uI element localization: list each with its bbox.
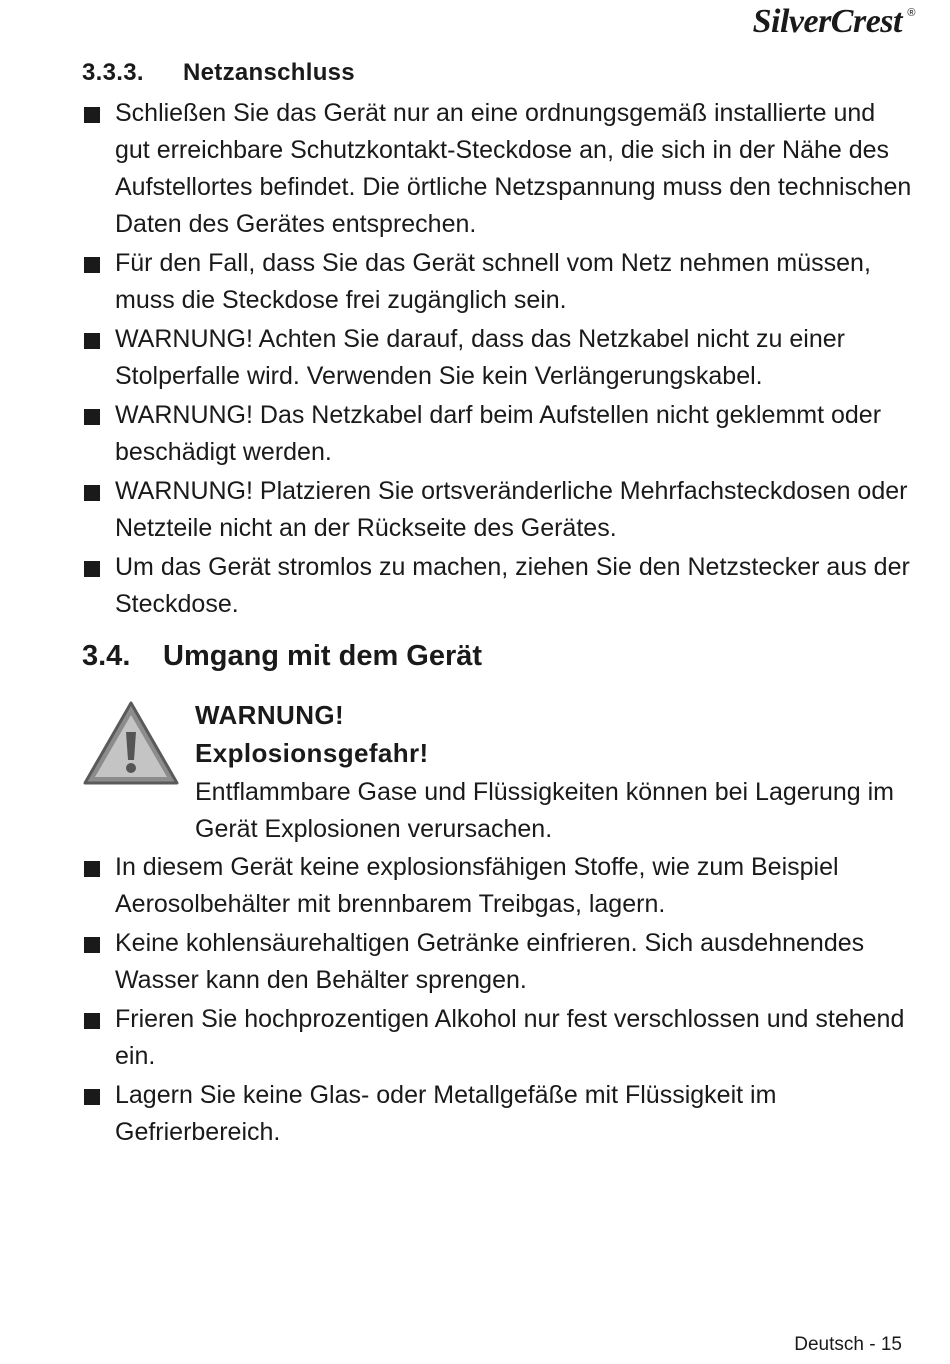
list-item-text: Frieren Sie hochprozentigen Alkohol nur fest verschlossen und stehend ein. — [115, 1005, 905, 1070]
list-item-text: Schließen Sie das Gerät nur an eine ordnungsgemäß installierte und gut erreichbare Schutzkontakt-Steckdose an, die sich in der Nähe des Aufstellortes befindet. Die örtliche Netzspannung muss den technischen Daten des Gerätes entsprechen. — [115, 99, 912, 238]
warning-subtitle: Explosionsgefahr! — [195, 738, 429, 768]
bullet-square-icon — [84, 333, 100, 349]
bullet-square-icon — [84, 409, 100, 425]
list-item — [82, 1077, 912, 1151]
list-item — [82, 925, 912, 999]
list-item-text: WARNUNG! Achten Sie darauf, dass das Netzkabel nicht zu einer Stolperfalle wird. Verwenden Sie kein Verlängerungskabel. — [115, 325, 845, 390]
netzanschluss-list — [82, 95, 912, 623]
list-item — [82, 95, 912, 243]
section-title: Netzanschluss — [183, 59, 355, 86]
section-heading-3-3-3 — [82, 58, 355, 88]
page-footer: Deutsch - 15 — [794, 1334, 902, 1355]
section-heading-3-4 — [82, 638, 482, 674]
list-item-text: Keine kohlensäurehaltigen Getränke einfrieren. Sich ausdehnendes Wasser kann den Behälter sprengen. — [115, 929, 865, 994]
list-item — [82, 849, 912, 923]
warning-triangle-icon — [82, 700, 180, 786]
bullet-square-icon — [84, 257, 100, 273]
list-item-text: Lagern Sie keine Glas- oder Metallgefäße mit Flüssigkeit im Gefrierbereich. — [115, 1081, 777, 1146]
list-item-text: Für den Fall, dass Sie das Gerät schnell vom Netz nehmen müssen, muss die Steckdose frei zugänglich sein. — [115, 249, 871, 314]
list-item-text: WARNUNG! Das Netzkabel darf beim Aufstellen nicht geklemmt oder beschädigt werden. — [115, 401, 882, 466]
list-item-text: WARNUNG! Platzieren Sie ortsveränderliche Mehrfachsteckdosen oder Netzteile nicht an der Rückseite des Gerätes. — [115, 477, 908, 542]
section-number: 3.4. — [82, 640, 131, 672]
list-item — [82, 549, 912, 623]
list-item-text: Um das Gerät stromlos zu machen, ziehen Sie den Netzstecker aus der Steckdose. — [115, 553, 910, 618]
bullet-square-icon — [84, 937, 100, 953]
section-number: 3.3.3. — [82, 59, 144, 86]
brand-logo — [752, 2, 915, 42]
registered-mark: ® — [907, 7, 915, 19]
section-title: Umgang mit dem Gerät — [163, 640, 483, 672]
list-item — [82, 1001, 912, 1075]
list-item — [82, 245, 912, 319]
umgang-list — [82, 849, 912, 1151]
list-item-text: In diesem Gerät keine explosionsfähigen Stoffe, wie zum Beispiel Aerosolbehälter mit brennbarem Treibgas, lagern. — [115, 853, 839, 918]
warning-text: Entflammbare Gase und Flüssigkeiten können bei Lagerung im Gerät Explosionen verursachen. — [195, 778, 895, 843]
bullet-square-icon — [84, 1089, 100, 1105]
list-item — [82, 321, 912, 395]
bullet-square-icon — [84, 861, 100, 877]
warning-block — [195, 696, 915, 848]
list-item — [82, 473, 912, 547]
bullet-square-icon — [84, 561, 100, 577]
brand-logo-text: SilverCrest — [752, 3, 902, 40]
bullet-square-icon — [84, 1013, 100, 1029]
bullet-square-icon — [84, 107, 100, 123]
list-item — [82, 397, 912, 471]
warning-title: WARNUNG! — [195, 700, 345, 730]
bullet-square-icon — [84, 485, 100, 501]
